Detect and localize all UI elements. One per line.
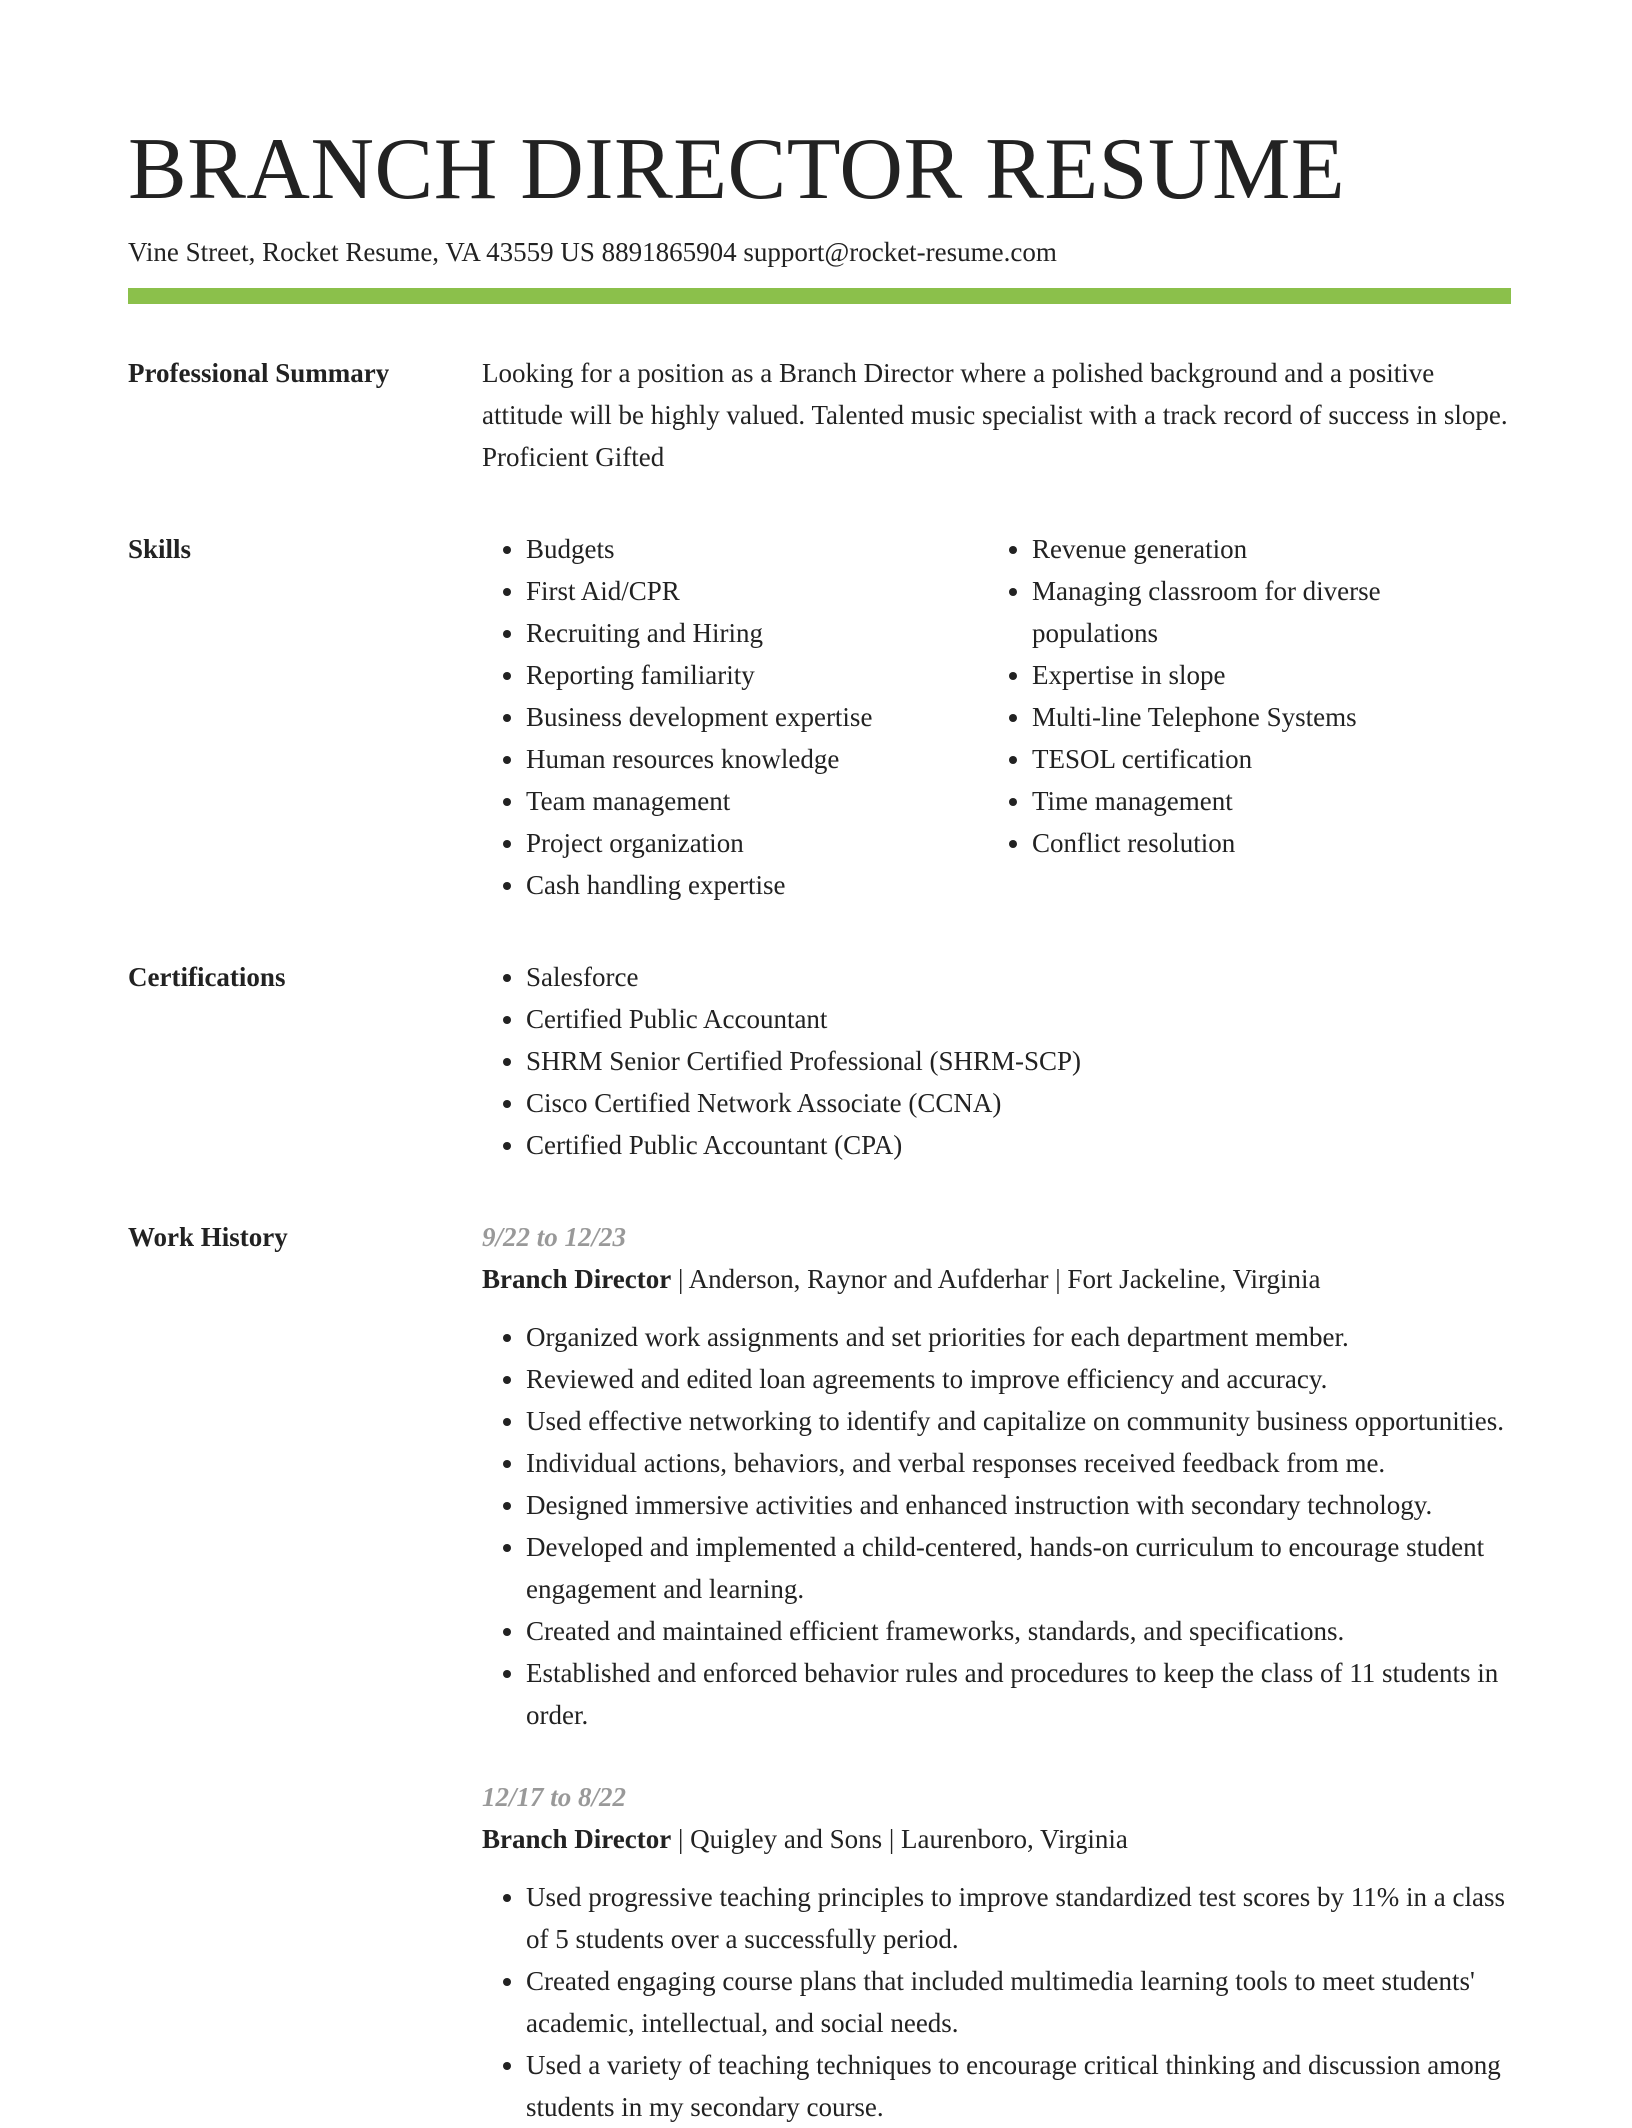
skill-item: • Human resources knowledge <box>526 738 988 780</box>
job-bullet: • Designed immersive activities and enhanced instruction with secondary technology. <box>526 1484 1511 1526</box>
certification-item: • Certified Public Accountant (CPA) <box>526 1124 1511 1166</box>
skill-item: • Budgets <box>526 528 988 570</box>
skill-item: • Revenue generation <box>1032 528 1511 570</box>
skills-column-2 <box>988 528 1511 906</box>
job-bullet: • Created engaging course plans that included multimedia learning tools to meet students' academic, intellectual, and social needs. <box>526 1960 1511 2044</box>
certification-item: • Certified Public Accountant <box>526 998 1511 1040</box>
job-heading <box>482 1818 1511 1860</box>
certifications-list <box>482 956 1511 1166</box>
skill-item: • Expertise in slope <box>1032 654 1511 696</box>
job-details: | Quigley and Sons | Laurenboro, Virginia <box>671 1824 1128 1854</box>
job-bullet: • Developed and implemented a child-centered, hands-on curriculum to encourage student engagement and learning. <box>526 1526 1511 1610</box>
job-details: | Anderson, Raynor and Aufderhar | Fort Jackeline, Virginia <box>671 1264 1321 1294</box>
skill-item: • TESOL certification <box>1032 738 1511 780</box>
certification-item: • Salesforce <box>526 956 1511 998</box>
job-bullet: • Created and maintained efficient frameworks, standards, and specifications. <box>526 1610 1511 1652</box>
skill-item: • Conflict resolution <box>1032 822 1511 864</box>
job-role: Branch Director <box>482 1264 672 1294</box>
skill-item: • Team management <box>526 780 988 822</box>
job-bullet: • Used progressive teaching principles to improve standardized test scores by 11% in a class of 5 students over a successfully period. <box>526 1876 1511 1960</box>
skill-item: • Multi-line Telephone Systems <box>1032 696 1511 738</box>
job-bullets <box>482 1316 1511 1736</box>
skill-item: • Cash handling expertise <box>526 864 988 906</box>
accent-divider <box>128 288 1511 304</box>
contact-line: Vine Street, Rocket Resume, VA 43559 US 8891865904 support@rocket-resume.com <box>128 237 1057 267</box>
summary-text: Looking for a position as a Branch Director where a polished background and a positive attitude will be highly valued. Talented music specialist with a track record of success in slope. Proficient Gifted <box>482 358 1508 472</box>
work-history-label: Work History <box>128 1222 288 1252</box>
skill-item: • Time management <box>1032 780 1511 822</box>
job-bullet: • Individual actions, behaviors, and verbal responses received feedback from me. <box>526 1442 1511 1484</box>
certification-item: • SHRM Senior Certified Professional (SHRM-SCP) <box>526 1040 1511 1082</box>
job-bullet: • Used effective networking to identify and capitalize on community business opportunities. <box>526 1400 1511 1442</box>
skills-column-1 <box>482 528 988 906</box>
skill-item: • Business development expertise <box>526 696 988 738</box>
work-history-section <box>128 1216 1511 2128</box>
certifications-section <box>128 956 1511 1166</box>
skills-section <box>128 528 1511 906</box>
skill-item: • Project organization <box>526 822 988 864</box>
job-bullet: • Reviewed and edited loan agreements to improve efficiency and accuracy. <box>526 1358 1511 1400</box>
skill-item: • Managing classroom for diverse populations <box>1032 570 1511 654</box>
certification-item: • Cisco Certified Network Associate (CCNA) <box>526 1082 1511 1124</box>
skill-item: • Recruiting and Hiring <box>526 612 988 654</box>
summary-section <box>128 352 1511 478</box>
skills-label: Skills <box>128 534 192 564</box>
skill-item: • First Aid/CPR <box>526 570 988 612</box>
job-bullets <box>482 1876 1511 2128</box>
job-entry <box>482 1776 1511 2128</box>
resume-page <box>128 118 1511 2128</box>
job-bullet: • Established and enforced behavior rules and procedures to keep the class of 11 students in order. <box>526 1652 1511 1736</box>
job-bullet: • Used a variety of teaching techniques to encourage critical thinking and discussion among students in my secondary course. <box>526 2044 1511 2128</box>
resume-title: BRANCH DIRECTOR RESUME <box>128 121 1346 218</box>
job-heading <box>482 1258 1511 1300</box>
job-dates: 12/17 to 8/22 <box>482 1782 627 1812</box>
job-bullet: • Organized work assignments and set priorities for each department member. <box>526 1316 1511 1358</box>
skill-item: • Reporting familiarity <box>526 654 988 696</box>
job-dates: 9/22 to 12/23 <box>482 1222 627 1252</box>
job-entry <box>482 1216 1511 1736</box>
job-role: Branch Director <box>482 1824 672 1854</box>
summary-label: Professional Summary <box>128 358 390 388</box>
certifications-label: Certifications <box>128 962 286 992</box>
